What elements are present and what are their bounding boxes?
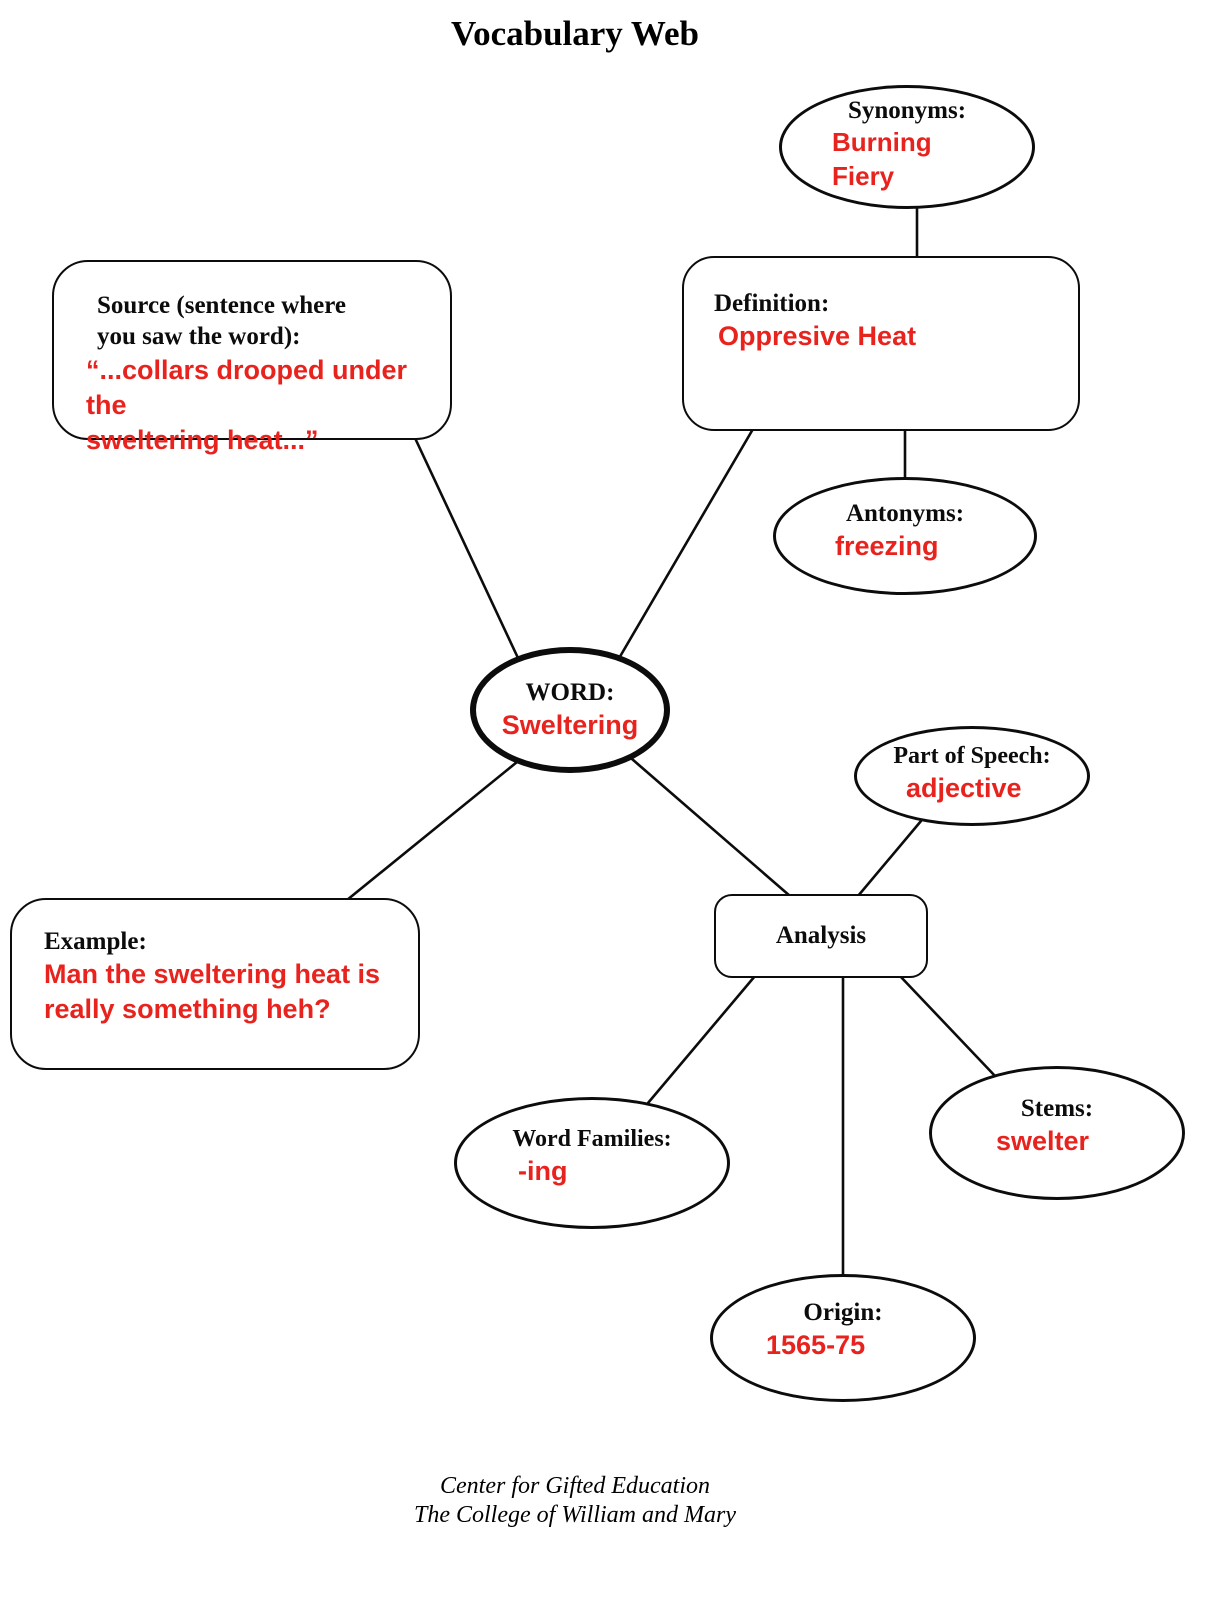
antonyms-label: Antonyms: — [845, 499, 965, 527]
example-label: Example: — [44, 928, 147, 955]
word-families-label: Word Families: — [512, 1126, 672, 1153]
antonyms-node — [773, 477, 1037, 595]
source-value-line1: “...collars drooped under the — [86, 354, 408, 420]
stems-label: Stems: — [1020, 1094, 1094, 1122]
origin-value: 1565-75 — [766, 1330, 866, 1361]
word-node — [470, 647, 670, 773]
synonyms-node — [779, 85, 1035, 209]
word-families-node — [454, 1097, 730, 1229]
part-of-speech-value: adjective — [906, 773, 1022, 804]
stems-node — [929, 1066, 1185, 1200]
definition-label: Definition: — [714, 290, 830, 317]
source-node — [52, 260, 452, 455]
source-label-line1: Source (sentence where — [97, 292, 347, 319]
origin-node — [710, 1274, 976, 1402]
definition-node — [682, 256, 1080, 431]
word-families-value: -ing — [518, 1156, 568, 1187]
word-label: WORD: — [525, 678, 615, 706]
synonyms-label: Synonyms: — [847, 96, 967, 124]
example-node — [10, 898, 420, 1070]
line-word-analysis — [632, 759, 790, 896]
part-of-speech-node — [854, 726, 1090, 826]
footer-line1: Center for Gifted Education — [440, 1473, 710, 1499]
part-of-speech-label: Part of Speech: — [893, 743, 1051, 770]
line-pos-analysis — [858, 821, 921, 896]
example-value-line2: really something heh? — [44, 994, 331, 1025]
page-title: Vocabulary Web — [451, 14, 699, 53]
stems-value: swelter — [996, 1126, 1090, 1157]
antonyms-value: freezing — [835, 531, 939, 562]
line-source-word — [415, 438, 518, 658]
footer-credit — [0, 1472, 1150, 1530]
line-word-example — [347, 762, 517, 900]
word-value: Sweltering — [501, 710, 639, 741]
footer-line2: The College of William and Mary — [414, 1501, 736, 1528]
synonyms-value-2: Fiery — [832, 160, 895, 191]
analysis-label: Analysis — [775, 922, 867, 950]
example-value-line1: Man the sweltering heat is — [44, 959, 381, 990]
line-definition-word — [618, 429, 753, 660]
line-analysis-stems — [900, 976, 996, 1077]
line-analysis-wordfamilies — [648, 976, 755, 1103]
source-value-line2: sweltering heat...” — [86, 424, 319, 455]
origin-label: Origin: — [803, 1298, 883, 1326]
definition-value: Oppresive Heat — [718, 321, 917, 352]
synonyms-value-1: Burning — [832, 126, 932, 157]
source-label-line2: you saw the word): — [97, 323, 301, 351]
analysis-node — [714, 894, 928, 978]
